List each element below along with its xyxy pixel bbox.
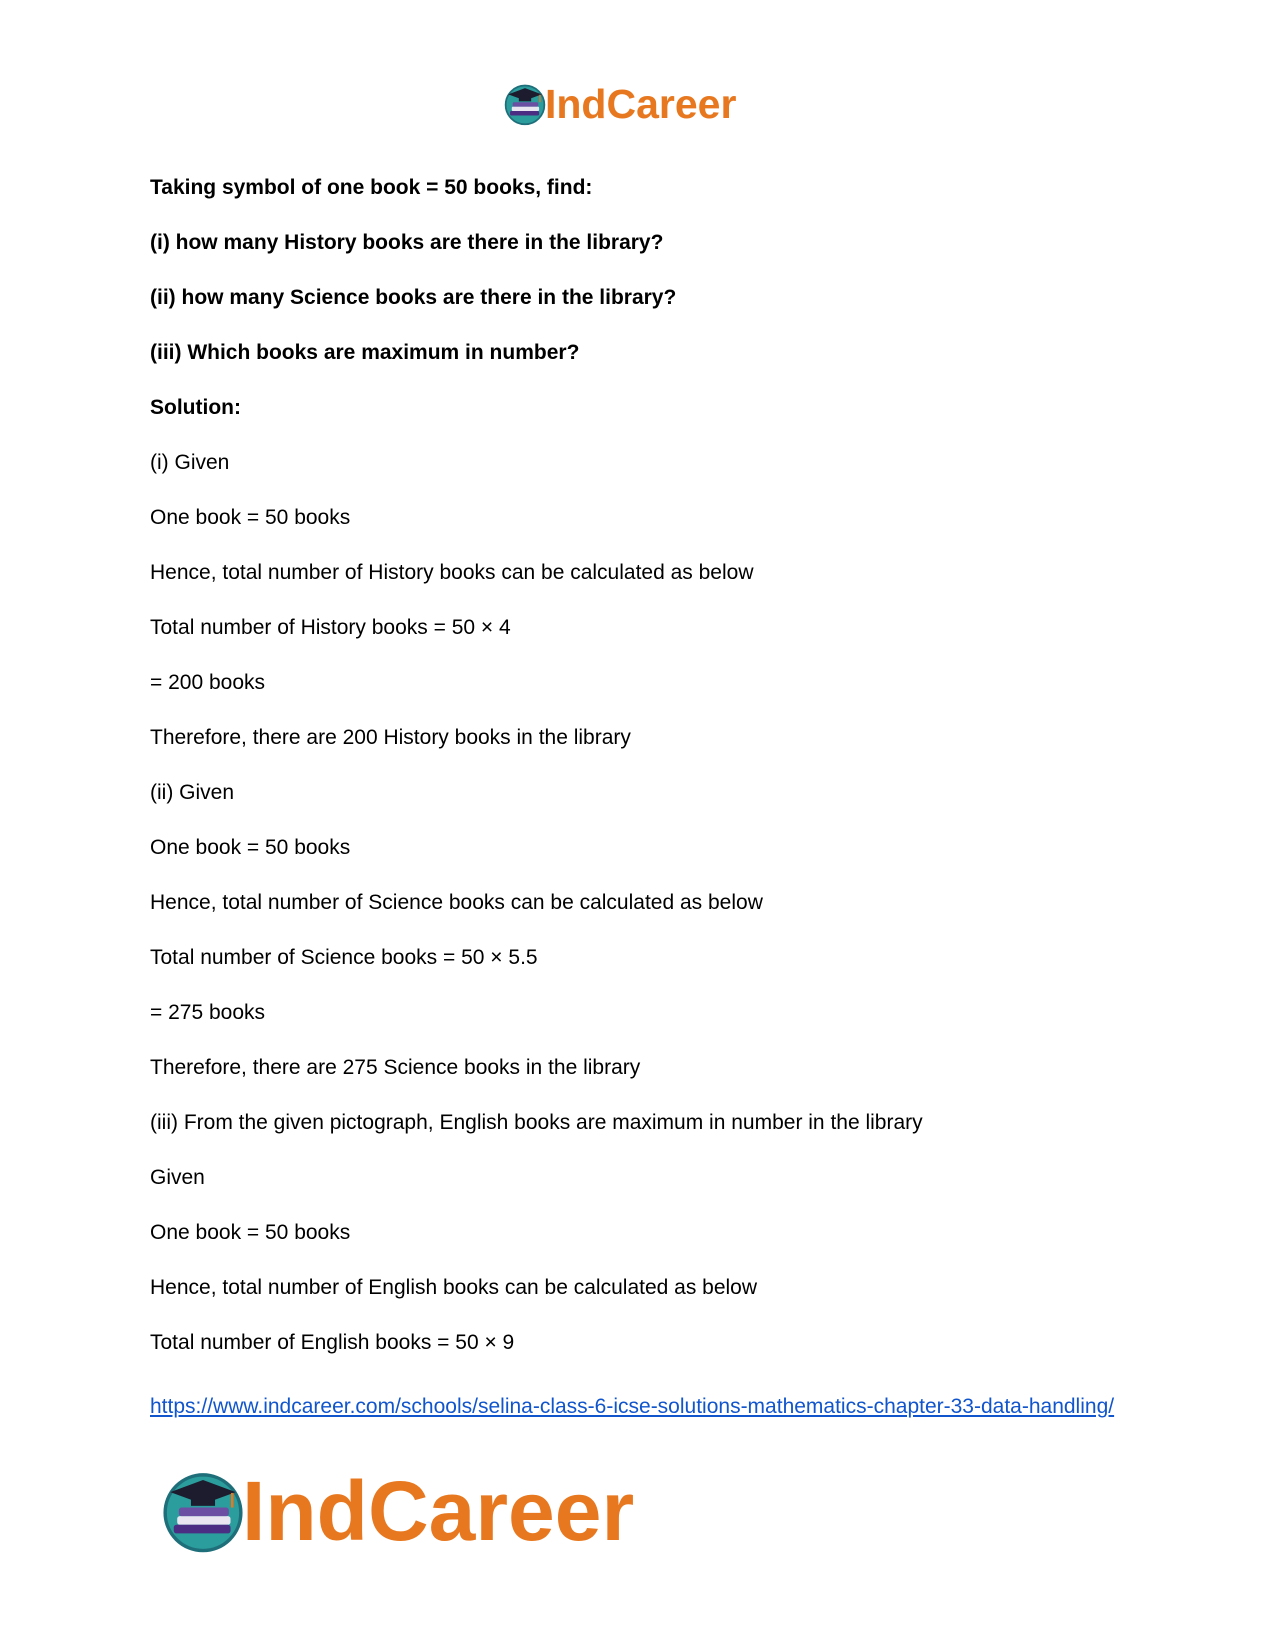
solution-line: (i) Given [150, 451, 230, 474]
question-part-3: (iii) Which books are maximum in number? [150, 341, 580, 364]
document-body [150, 175, 1125, 1385]
solution-line: Hence, total number of English books can be calculated as below [150, 1276, 758, 1299]
solution-line: One book = 50 books [150, 836, 351, 859]
header-logo [503, 78, 736, 130]
question-part-2: (ii) how many Science books are there in the library? [150, 286, 677, 309]
solution-line: = 200 books [150, 671, 266, 694]
solution-heading: Solution: [150, 396, 241, 419]
brand-name: IndCareer [545, 80, 737, 127]
solution-line: = 275 books [150, 1001, 266, 1024]
question-part-1: (i) how many History books are there in the library? [150, 231, 664, 254]
footer-logo [160, 1462, 634, 1560]
solution-line: Total number of Science books = 50 × 5.5 [150, 946, 538, 969]
solution-line: Hence, total number of History books can be calculated as below [150, 561, 754, 584]
solution-line: Hence, total number of Science books can be calculated as below [150, 891, 763, 914]
source-url-link[interactable]: https://www.indcareer.com/schools/selina-class-6-icse-solutions-mathematics-chapter-33-data-handling/ [150, 1395, 1115, 1418]
solution-line: One book = 50 books [150, 1221, 351, 1244]
solution-line: One book = 50 books [150, 506, 351, 529]
solution-line: Therefore, there are 200 History books in the library [150, 726, 631, 749]
graduation-cap-books-icon [503, 82, 547, 126]
solution-line: (iii) From the given pictograph, English books are maximum in number in the library [150, 1111, 923, 1134]
graduation-cap-books-icon [160, 1468, 246, 1554]
solution-line: Therefore, there are 275 Science books in the library [150, 1056, 641, 1079]
solution-line: Total number of History books = 50 × 4 [150, 616, 511, 639]
solution-line: Given [150, 1166, 205, 1189]
brand-name: IndCareer [242, 1463, 635, 1558]
solution-line: Total number of English books = 50 × 9 [150, 1331, 515, 1354]
question-intro: Taking symbol of one book = 50 books, find: [150, 176, 593, 199]
solution-line: (ii) Given [150, 781, 235, 804]
